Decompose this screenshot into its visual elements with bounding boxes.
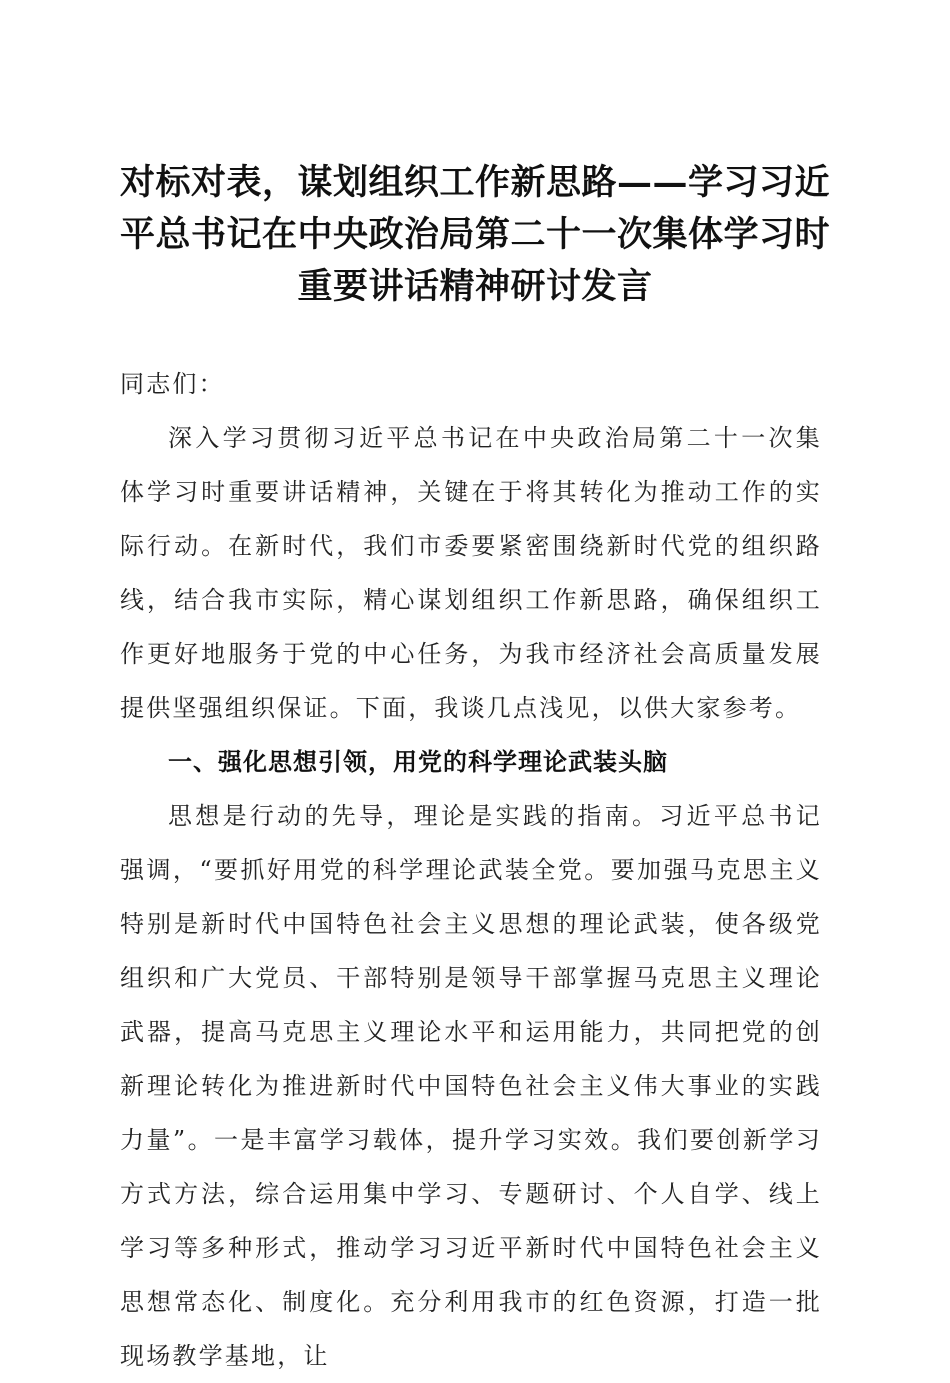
document-title: 对标对表，谋划组织工作新思路——学习习近平总书记在中央政治局第二十一次集体学习时重要讲话精神研讨发言 — [119, 162, 830, 307]
document-body — [120, 357, 822, 1383]
section-heading-1: 一、强化思想引领，用党的科学理论武装头脑 — [168, 748, 668, 776]
salutation: 同志们： — [120, 370, 225, 398]
intro-paragraph: 深入学习贯彻习近平总书记在中央政治局第二十一次集体学习时重要讲话精神，关键在于将其转化为推动工作的实际行动。在新时代，我们市委要紧密围绕新时代党的组织路线，结合我市实际，精心谋划组织工作新思路，确保组织工作更好地服务于党的中心任务，为我市经济社会高质量发展提供坚强组织保证。下面，我谈几点浅见，以供大家参考。 — [120, 424, 822, 722]
section-1-paragraph: 思想是行动的先导，理论是实践的指南。习近平总书记强调，“要抓好用党的科学理论武装全党。要加强马克思主义特别是新时代中国特色社会主义思想的理论武装，使各级党组织和广大党员、干部特别是领导干部掌握马克思主义理论武器，提高马克思主义理论水平和运用能力，共同把党的创新理论转化为推进新时代中国特色社会主义伟大事业的实践力量”。一是丰富学习载体，提升学习实效。我们要创新学习方式方法，综合运用集中学习、专题研讨、个人自学、线上学习等多种形式，推动学习习近平新时代中国特色社会主义思想常态化、制度化。充分利用我市的红色资源，打造一批现场教学基地，让 — [120, 802, 822, 1370]
